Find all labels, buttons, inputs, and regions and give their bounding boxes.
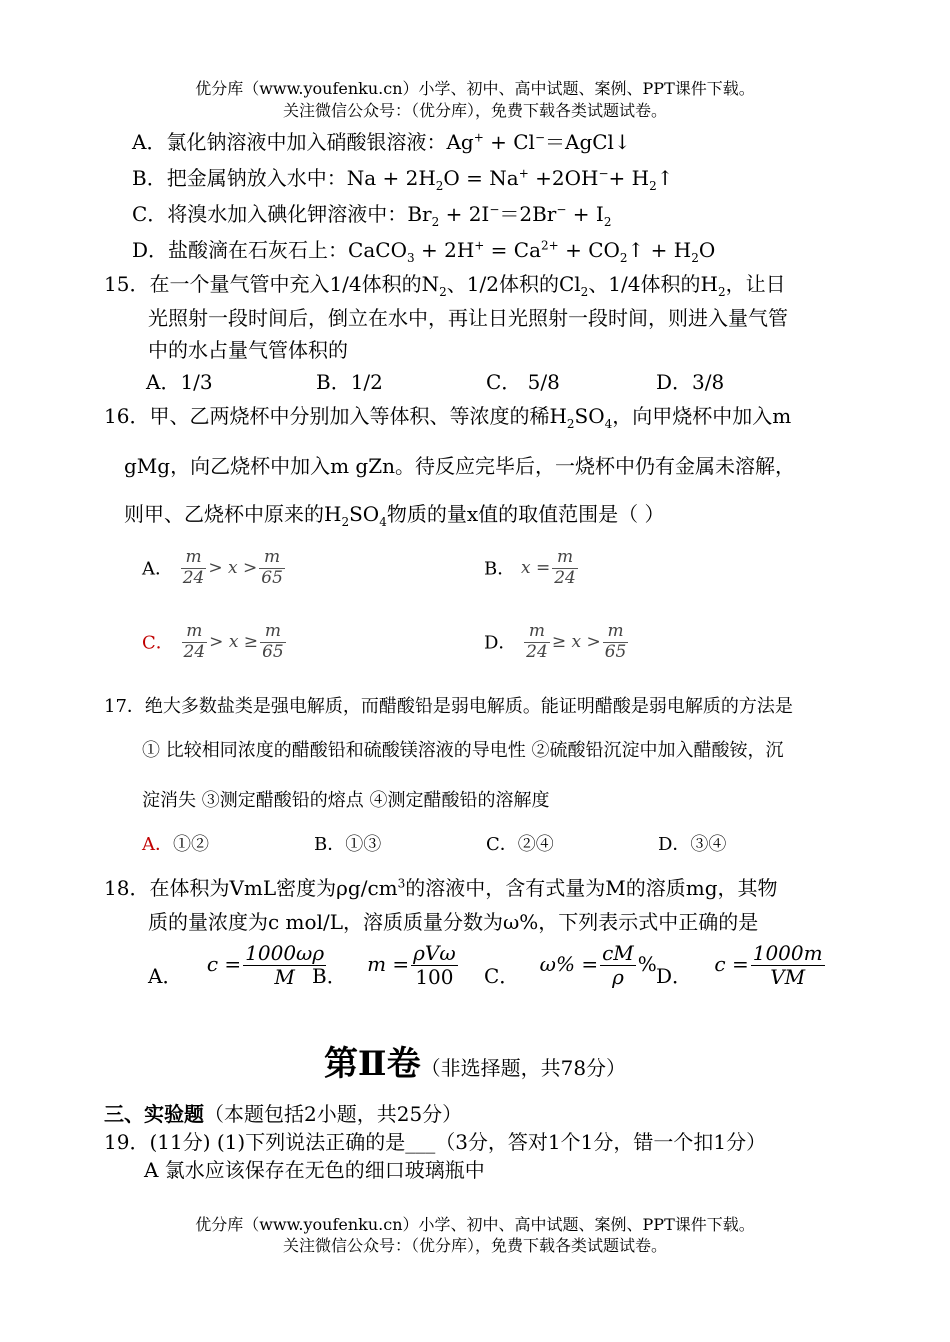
q15-text-b: 、1/2体积的Cl	[446, 272, 581, 296]
numerator: 1000m	[752, 941, 823, 965]
q18-text-a: 在体积为VmL密度为ρg/cm	[149, 876, 398, 900]
numerator: m	[524, 622, 550, 643]
footer-line-2: 关注微信公众号：（优分库），免费下载各类试题试卷。	[282, 1236, 667, 1255]
q14-option-a	[132, 126, 631, 155]
q14-option-c	[132, 198, 611, 227]
header-line-1: 优分库（www.youfenku.cn）小学、初中、高中试题、案例、PPT课件下载。	[195, 79, 755, 98]
q15-line-2: 光照射一段时间后，倒立在水中，再让日光照射一段时间，则进入量气管	[148, 306, 788, 330]
variable-x: x	[228, 631, 239, 652]
numerator: m	[259, 548, 285, 569]
q15-text-d: ，让日	[725, 272, 786, 296]
q16-text-c: 则甲、乙烧杯中原来的H	[124, 502, 342, 526]
q16-option-a: A． $\frac{m}{24}$ > x > $\frac{m}{65}$	[142, 547, 283, 588]
q14-option-d	[132, 234, 715, 263]
q18-number: 18．	[104, 876, 150, 900]
q18-text-b: 的溶液中，含有式量为M的溶质mg，其物	[405, 876, 778, 900]
q17-a-label: A．	[142, 834, 173, 855]
q18-d-lhs: c =	[714, 952, 749, 976]
q18-c-tail: %	[637, 952, 657, 976]
q18-option-b	[312, 942, 460, 989]
q17-option-b: B．①③	[314, 834, 382, 855]
fraction	[524, 622, 550, 662]
denominator: 24	[182, 567, 205, 588]
numerator: cM	[602, 941, 634, 965]
q16-line-2: gMg，向乙烧杯中加入m gZn。待反应完毕后，一烧杯中仍有金属未溶解，	[124, 454, 795, 478]
denominator: 24	[554, 567, 576, 588]
q14-b-label: B．	[132, 166, 167, 190]
variable-x: x	[520, 557, 531, 578]
q15-number: 15．	[104, 272, 150, 296]
q16-number: 16．	[104, 404, 150, 428]
q16-text-a: 甲、乙两烧杯中分别加入等体积、等浓度的稀H	[149, 404, 567, 428]
q15-option-a: A．1/3	[146, 370, 213, 394]
denominator: 65	[261, 567, 283, 588]
fraction	[259, 548, 285, 588]
q17-option-a	[142, 830, 209, 856]
q17-option-d: D．③④	[658, 834, 727, 855]
q14-a-label: A．	[132, 130, 167, 154]
denominator: M	[274, 965, 295, 989]
q18-c-lhs: ω% =	[539, 952, 599, 976]
numerator: m	[552, 548, 578, 569]
q16-a-label: A．	[142, 558, 173, 580]
q16-line-3: 则甲、乙烧杯中原来的$H_2SO_4$物质的量x值的取值范围是（ ）	[124, 502, 665, 529]
q18-b-lhs: m =	[367, 952, 410, 976]
q18-line-1: 18．在体积为VmL密度为$\rho g/cm^3$的溶液中，含有式量为M的溶质mg，其物	[104, 876, 778, 900]
fraction	[552, 548, 578, 588]
q14-b-text: 把金属钠放入水中：	[166, 166, 347, 190]
numerator: ρVω	[413, 941, 456, 965]
fraction	[181, 548, 207, 588]
numerator: m	[260, 622, 286, 643]
denominator: 24	[183, 641, 206, 662]
part2-subtitle: （非选择题，共78分）	[420, 1056, 627, 1080]
q16-option-c: C． $\frac{m}{24}$ > x ≥ $\frac{m}{65}$	[142, 621, 284, 662]
q18-a-label: A．	[148, 964, 183, 988]
q14-d-label: D．	[132, 238, 169, 262]
fraction	[260, 622, 286, 662]
q16-b-label: B．	[484, 558, 516, 580]
denominator: VM	[770, 965, 806, 989]
q19-line-2: A 氯水应该保存在无色的细口玻璃瓶中	[144, 1158, 485, 1182]
q16-d-label: D．	[484, 632, 517, 654]
denominator: ρ	[612, 965, 624, 989]
q14-d-text: 盐酸滴在石灰石上：	[168, 238, 349, 262]
q14-c-label: C．	[132, 202, 168, 226]
q15-line-1: 15．在一个量气管中充入1/4体积的$N_2$、1/2体积的$Cl_2$、1/4体积的$H_2$，让日	[104, 272, 786, 299]
q18-d-label: D．	[656, 964, 693, 988]
header-line-2: 关注微信公众号：（优分库），免费下载各类试题试卷。	[282, 101, 667, 120]
variable-x: x	[571, 631, 582, 652]
numerator: m	[181, 548, 207, 569]
fraction	[603, 622, 629, 662]
q18-option-a	[148, 942, 328, 989]
q18-line-2: 质的量浓度为c mol/L，溶质质量分数为ω%，下列表示式中正确的是	[148, 910, 759, 934]
q17-option-c: C．②④	[486, 834, 554, 855]
q16-c-label: C．	[142, 632, 174, 654]
q15-text-c: 、1/4体积的H	[588, 272, 718, 296]
part2-title: 第Ⅱ卷	[323, 1044, 421, 1084]
q16-text-d: 物质的量x值的取值范围是（ ）	[386, 502, 665, 526]
q17-line-3: 淀消失 ③测定醋酸铅的熔点 ④测定醋酸铅的溶解度	[142, 790, 550, 811]
q15-option-c: C． 5/8	[486, 370, 560, 394]
q14-d-equation: CaCO$_3$ + $2H^+ = Ca^{2+}$ + $CO_2↑ + H_2O$	[348, 238, 716, 265]
q14-c-text: 将溴水加入碘化钾溶液中：	[167, 202, 408, 226]
q18-option-c	[484, 942, 657, 989]
q16-option-b: B． x = $\frac{m}{24}$	[484, 547, 576, 588]
section3-desc: （本题包括2小题，共25分）	[204, 1102, 463, 1126]
q19-line-1: 19．(11分) (1)下列说法正确的是___（3分，答对1个1分，错一个扣1分）	[104, 1130, 767, 1154]
q14-c-equation: $Br_2 + 2I^-=2Br^- + I_2$	[407, 202, 612, 229]
q18-c-label: C．	[484, 964, 520, 988]
fraction	[600, 942, 636, 989]
q17-number: 17．	[104, 696, 145, 717]
q17-a-text: ①②	[173, 834, 209, 855]
q14-a-text: 氯化钠溶液中加入硝酸银溶液：	[166, 130, 447, 154]
q18-b-label: B．	[312, 964, 347, 988]
fraction	[182, 622, 208, 662]
denominator: 65	[262, 641, 284, 662]
section3-heading	[104, 1098, 462, 1127]
fraction	[751, 942, 825, 989]
q16-text-b: ，向甲烧杯中加入m	[612, 404, 792, 428]
numerator: 1000ωρ	[245, 941, 325, 965]
q15-text-a: 在一个量气管中充入1/4体积的N	[149, 272, 440, 296]
q14-b-equation: $Na + 2H_2O = Na^+ +2OH^-+$ $H_2↑$	[346, 166, 674, 193]
section3-title: 三、实验题	[104, 1102, 204, 1126]
denominator: 100	[415, 965, 454, 989]
q18-option-d	[656, 942, 827, 989]
q16-line-1: 16．甲、乙两烧杯中分别加入等体积、等浓度的稀$H_2SO_4$，向甲烧杯中加入m	[104, 404, 792, 431]
part2-heading	[0, 1036, 950, 1085]
q15-option-d: D．3/8	[656, 370, 725, 394]
fraction	[411, 942, 458, 989]
q14-option-b	[132, 162, 673, 191]
q14-a-equation: Ag+ + Cl−＝AgCl↓	[446, 130, 631, 154]
q18-a-lhs: c =	[206, 952, 242, 976]
denominator: 24	[526, 641, 548, 662]
q17-line-2: ① 比较相同浓度的醋酸铅和硫酸镁溶液的导电性 ②硫酸铅沉淀中加入醋酸铵，沉	[142, 740, 784, 761]
q16-option-d: D． $\frac{m}{24}$ ≥ x > $\frac{m}{65}$	[484, 621, 627, 662]
footer-line-1: 优分库（www.youfenku.cn）小学、初中、高中试题、案例、PPT课件下载。	[195, 1215, 755, 1234]
variable-x: x	[228, 557, 238, 578]
denominator: 65	[604, 641, 627, 662]
q15-option-b: B．1/2	[316, 370, 383, 394]
q17-text: 绝大多数盐类是强电解质，而醋酸铅是弱电解质。能证明醋酸是弱电解质的方法是	[144, 696, 793, 717]
numerator: m	[182, 622, 208, 643]
q15-line-3: 中的水占量气管体积的	[148, 338, 348, 362]
numerator: m	[603, 622, 629, 643]
q17-line-1	[104, 692, 793, 718]
